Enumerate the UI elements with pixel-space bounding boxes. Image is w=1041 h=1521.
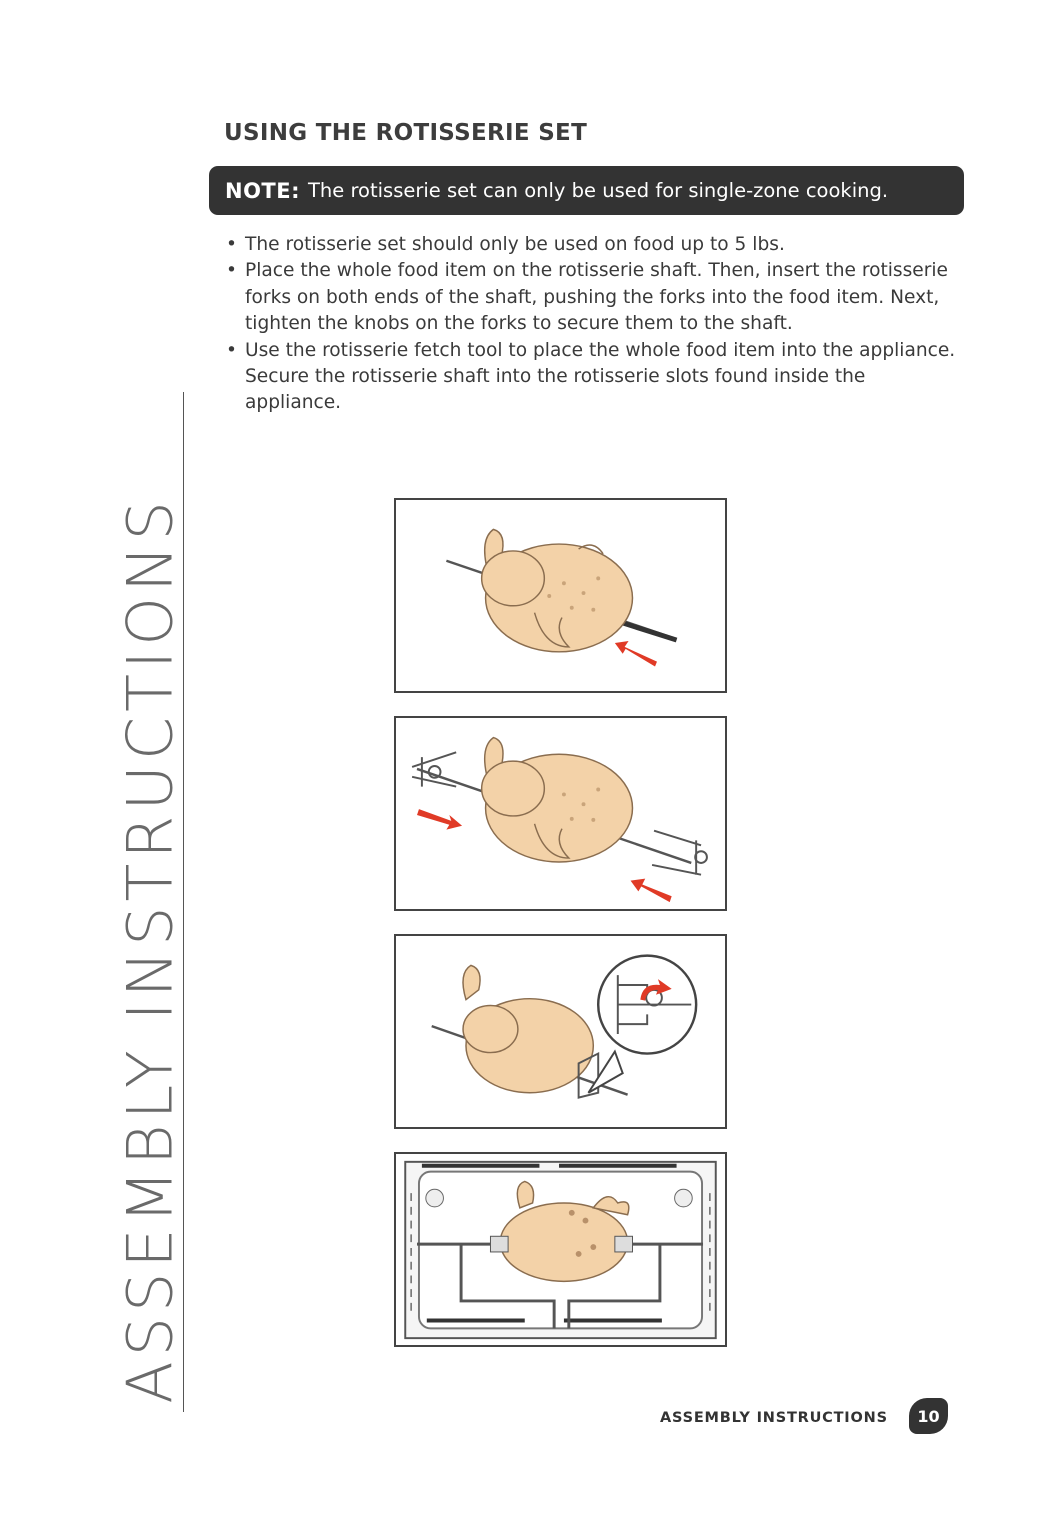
arrow-icon bbox=[615, 641, 657, 666]
knob-tighten-illustration bbox=[394, 934, 727, 1129]
note-text: The rotisserie set can only be used for single-zone cooking. bbox=[308, 179, 889, 202]
arrow-icon bbox=[631, 879, 672, 903]
arrow-icon bbox=[417, 809, 462, 830]
page-number: 10 bbox=[917, 1406, 940, 1426]
page-number-badge bbox=[909, 1398, 948, 1434]
page-title: USING THE ROTISSERIE SET bbox=[224, 120, 588, 146]
note-label: NOTE: bbox=[225, 178, 300, 203]
list-item: • Place the whole food item on the rotisserie shaft. Then, insert the rotisserie forks on both ends of the shaft, pushing the forks into the food item. Next, tighten the knobs on the forks to secure them to the shaft. bbox=[226, 258, 956, 337]
side-label-text: ASSEMBLY INSTRUCTIONS bbox=[113, 496, 187, 1404]
footer-section-label: ASSEMBLY INSTRUCTIONS bbox=[660, 1410, 888, 1426]
instruction-list bbox=[226, 232, 956, 417]
list-item: • Use the rotisserie fetch tool to place the whole food item into the appliance. Secure the rotisserie shaft into the rotisserie slots found inside the appliance. bbox=[226, 338, 956, 417]
list-item: • The rotisserie set should only be used on food up to 5 lbs. bbox=[226, 232, 956, 258]
shaft-insert-illustration bbox=[394, 498, 727, 693]
note-banner bbox=[209, 166, 964, 215]
oven-placement-illustration bbox=[394, 1152, 727, 1347]
forks-insert-illustration bbox=[394, 716, 727, 911]
